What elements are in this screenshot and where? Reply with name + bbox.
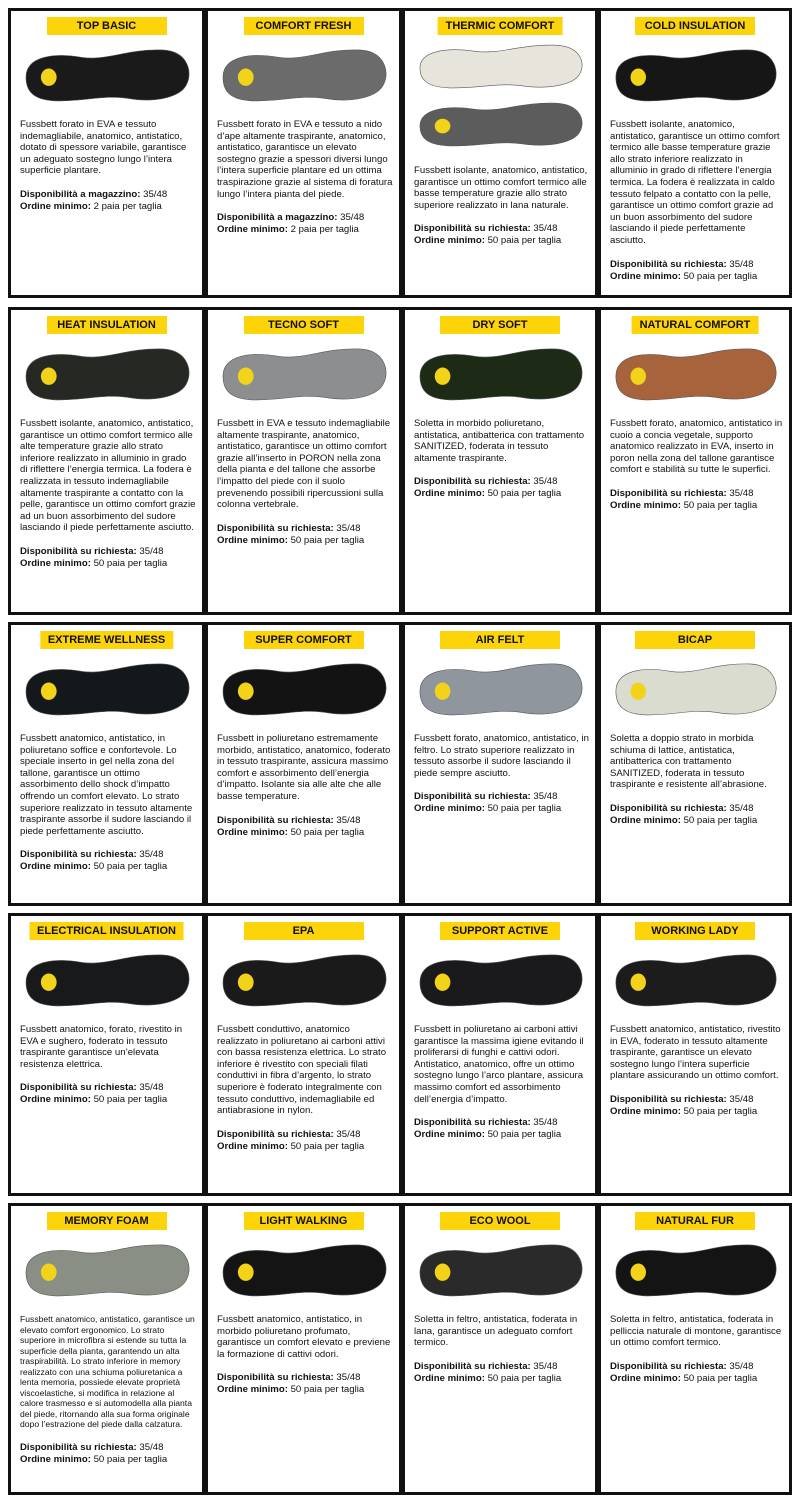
insole-image	[19, 1240, 194, 1302]
brand-logo-icon	[435, 683, 451, 700]
minimum-order-value: 50 paia per taglia	[487, 1373, 562, 1384]
availability-line	[217, 1372, 393, 1384]
brand-logo-icon	[41, 974, 57, 991]
minimum-order-line	[414, 803, 589, 815]
product-description: Fussbett forato in EVA e tessuto a nido d’ape altamente traspirante, anatomico, antistatico, garantisce un elevato sostegno grazie a spessori diversi lungo l’intera superficie plantare ed un ottima traspirazione grazie al sistema di foratura lungo l’intera pianta del piede.	[217, 119, 393, 200]
product-description: Fussbett in poliuretano ai carboni attivi garantisce la massima igiene evitando il proliferarsi di funghi e cattivi odori. Antistatico, anatomico, offre un ottimo sostegno lungo l’arco plantare, assicura massimo comfort ed assorbimento dell’energia d’impatto.	[414, 1024, 584, 1105]
minimum-order-label: Ordine minimo:	[20, 1454, 91, 1465]
availability-line	[414, 1361, 589, 1373]
product-description: Fussbett isolante, anatomico, antistatico, garantisce un ottimo comfort termico alle basse temperature grazie allo strato superiore realizzato in lana naturale.	[414, 165, 588, 211]
availability-line	[20, 1082, 196, 1094]
product-description: Fussbett forato, anatomico, antistatico, in feltro. Lo strato superiore realizzato in tessuto assorbe il sudore lasciando il piede sempre asciutto.	[414, 733, 589, 779]
brand-logo-icon	[238, 1264, 254, 1281]
minimum-order-value: 50 paia per taglia	[683, 271, 758, 282]
product-description: Fussbett conduttivo, anatomico realizzato in poliuretano ai carboni attivi con bassa resistenza elettrica. Lo strato inferiore è rivestito con speciali filati conduttivi in fibra d’argento, lo strato superiore è foderato integralmente con tessuto conduttivo, indemagliabile ed antiabrasione in nylon.	[217, 1024, 387, 1117]
brand-logo-icon	[41, 368, 57, 385]
product-description: Fussbett isolante, anatomico, antistatico, garantisce un ottimo comfort termico alle alte temperature grazie allo strato inferiore realizzato in alluminio in grado di riflettere l’energia termica. La fodera è realizzata in tessuto indemagliabile altamente traspirante a contatto con la pelle, garantisce un ottimo comfort grazie ad un buon assorbimento del sudore lasciando il piede perfettamente asciutto.	[20, 418, 196, 534]
availability-label: Disponibilità su richiesta:	[20, 1082, 137, 1093]
minimum-order-label: Ordine minimo:	[414, 235, 485, 246]
insole-image	[19, 950, 194, 1012]
insole-image	[19, 45, 194, 107]
availability-value: 35/48	[533, 223, 558, 234]
product-card	[205, 622, 402, 906]
availability-value: 35/48	[729, 1361, 754, 1372]
availability-value: 35/48	[139, 849, 164, 860]
availability-line	[414, 791, 589, 803]
minimum-order-label: Ordine minimo:	[610, 1106, 681, 1117]
product-card	[598, 1203, 792, 1495]
availability-line	[610, 1094, 783, 1106]
product-card	[205, 307, 402, 615]
minimum-order-line	[414, 235, 589, 247]
minimum-order-value: 50 paia per taglia	[683, 500, 758, 511]
minimum-order-label: Ordine minimo:	[414, 1373, 485, 1384]
availability-line	[217, 1129, 393, 1141]
product-title: BICAP	[635, 631, 755, 649]
availability-label: Disponibilità a magazzino:	[20, 189, 141, 200]
availability-line	[610, 259, 783, 271]
minimum-order-value: 50 paia per taglia	[683, 1106, 758, 1117]
product-card	[402, 1203, 598, 1495]
insole-image	[413, 950, 587, 1012]
minimum-order-value: 2 paia per taglia	[93, 201, 162, 212]
insole-view	[413, 659, 587, 726]
minimum-order-line	[610, 1373, 783, 1385]
insole-image	[216, 1240, 391, 1302]
minimum-order-label: Ordine minimo:	[414, 1129, 485, 1140]
minimum-order-value: 50 paia per taglia	[487, 235, 562, 246]
insole-view	[609, 1240, 781, 1307]
minimum-order-label: Ordine minimo:	[610, 815, 681, 826]
minimum-order-line	[20, 201, 196, 213]
minimum-order-label: Ordine minimo:	[217, 1384, 288, 1395]
insole-view	[216, 1240, 391, 1307]
product-title: MEMORY FOAM	[47, 1212, 167, 1230]
minimum-order-line	[414, 1129, 589, 1141]
insole-view	[216, 344, 391, 411]
minimum-order-line	[414, 488, 589, 500]
product-title: ELECTRICAL INSULATION	[29, 922, 184, 940]
product-title: NATURAL FUR	[635, 1212, 755, 1230]
availability-label: Disponibilità su richiesta:	[610, 259, 727, 270]
brand-logo-icon	[435, 119, 451, 134]
insole-image	[609, 1240, 781, 1302]
availability-label: Disponibilità su richiesta:	[610, 1361, 727, 1372]
availability-value: 35/48	[533, 1117, 558, 1128]
minimum-order-label: Ordine minimo:	[414, 488, 485, 499]
availability-line	[20, 1442, 196, 1454]
minimum-order-value: 50 paia per taglia	[487, 803, 562, 814]
product-card	[598, 8, 792, 298]
product-description: Fussbett anatomico, antistatico, rivestito in EVA, foderato in tessuto altamente traspirante, garantisce un elevato sostegno lungo l’intera superficie plantare assicurando un ottimo comfort.	[610, 1024, 781, 1082]
minimum-order-line	[217, 224, 393, 236]
brand-logo-icon	[631, 683, 646, 700]
availability-value: 35/48	[336, 1372, 361, 1383]
availability-label: Disponibilità su richiesta:	[20, 849, 137, 860]
minimum-order-value: 50 paia per taglia	[93, 861, 168, 872]
minimum-order-value: 50 paia per taglia	[93, 1094, 168, 1105]
minimum-order-value: 50 paia per taglia	[93, 558, 168, 569]
product-card	[8, 913, 205, 1196]
insole-view	[19, 659, 194, 726]
insole-image	[413, 41, 587, 93]
availability-label: Disponibilità su richiesta:	[217, 1129, 334, 1140]
brand-logo-icon	[238, 69, 254, 86]
minimum-order-line	[414, 1373, 589, 1385]
product-card	[205, 8, 402, 298]
product-card	[8, 622, 205, 906]
minimum-order-value: 50 paia per taglia	[487, 488, 562, 499]
minimum-order-value: 2 paia per taglia	[290, 224, 359, 235]
brand-logo-icon	[435, 368, 451, 385]
product-description: Fussbett anatomico, antistatico, garantisce un elevato comfort ergonomico. Lo strato superiore in microfibra si estende su tutta la superficie della pianta, garantendo un alta traspirabilità. Lo strato inferiore in memory realizzato con una schiuma poliuretanica a lenta memoria, possiede elevate proprietà viscoelastiche, si modifica in relazione al calore trasmesso e si automodella alla pianta del piede, ritornando alla sua forma originale dopo l’estrazione del piede dalla calzatura.	[20, 1314, 195, 1429]
product-description: Fussbett anatomico, antistatico, in morbido poliuretano profumato, garantisce un comfort elevato e previene la formazione di cattivi odori.	[217, 1314, 391, 1360]
minimum-order-label: Ordine minimo:	[610, 1373, 681, 1384]
minimum-order-line	[20, 1094, 196, 1106]
product-card	[402, 913, 598, 1196]
insole-image	[19, 344, 194, 406]
availability-value: 35/48	[336, 1129, 361, 1140]
minimum-order-line	[610, 500, 783, 512]
product-title: THERMIC COMFORT	[438, 17, 563, 35]
product-title: LIGHT WALKING	[244, 1212, 364, 1230]
insole-view	[413, 950, 587, 1017]
insole-view	[19, 344, 194, 411]
insole-image	[216, 45, 391, 107]
minimum-order-value: 50 paia per taglia	[290, 535, 365, 546]
product-description: Soletta in feltro, antistatica, foderata in pelliccia naturale di montone, garantisce un ottimo comfort termico.	[610, 1314, 782, 1349]
insole-view	[19, 45, 194, 112]
availability-label: Disponibilità su richiesta:	[414, 791, 531, 802]
minimum-order-line	[610, 271, 783, 283]
availability-value: 35/48	[533, 791, 558, 802]
availability-value: 35/48	[336, 523, 361, 534]
insole-image	[413, 659, 587, 721]
minimum-order-value: 50 paia per taglia	[487, 1129, 562, 1140]
availability-label: Disponibilità su richiesta:	[217, 815, 334, 826]
availability-line	[414, 476, 589, 488]
minimum-order-line	[217, 1141, 393, 1153]
brand-logo-icon	[435, 1264, 451, 1281]
product-description: Fussbett anatomico, antistatico, in poliuretano soffice e confortevole. Lo speciale inserto in gel nella zona del tallone, garantisce un ottimo assorbimento dello shock d’impatto offrendo un comfort elevato. Lo strato superiore realizzato in tessuto altamente traspirante assorbe il sudore lasciando il piede perfettamente asciutto.	[20, 733, 193, 837]
availability-value: 35/48	[729, 803, 754, 814]
insole-image	[216, 344, 391, 406]
minimum-order-line	[20, 558, 196, 570]
availability-value: 35/48	[340, 212, 365, 223]
insole-view	[216, 659, 391, 726]
minimum-order-label: Ordine minimo:	[217, 827, 288, 838]
insole-view	[413, 344, 587, 411]
insole-image	[609, 45, 781, 107]
product-card	[598, 307, 792, 615]
brand-logo-icon	[631, 974, 646, 991]
product-title: COLD INSULATION	[635, 17, 755, 35]
availability-label: Disponibilità a magazzino:	[217, 212, 338, 223]
availability-line	[20, 189, 196, 201]
availability-value: 35/48	[729, 1094, 754, 1105]
minimum-order-label: Ordine minimo:	[217, 1141, 288, 1152]
product-card	[402, 307, 598, 615]
minimum-order-label: Ordine minimo:	[20, 201, 91, 212]
availability-label: Disponibilità su richiesta:	[414, 476, 531, 487]
availability-line	[20, 546, 196, 558]
availability-line	[610, 488, 783, 500]
availability-label: Disponibilità su richiesta:	[217, 523, 334, 534]
product-title: SUPPORT ACTIVE	[440, 922, 560, 940]
minimum-order-label: Ordine minimo:	[610, 271, 681, 282]
product-card	[402, 622, 598, 906]
brand-logo-icon	[238, 683, 254, 700]
minimum-order-value: 50 paia per taglia	[683, 815, 758, 826]
product-card	[205, 913, 402, 1196]
product-card	[8, 8, 205, 298]
availability-value: 35/48	[139, 546, 164, 557]
product-description: Fussbett in EVA e tessuto indemagliabile altamente traspirante, anatomico, antistatico, garantisce un ottimo comfort grazie all’inserto in PORON nella zona della pianta e del tallone che assorbe l’impatto del piede con il suolo prevenendo possibili ripercussioni sulla colonna vertebrale.	[217, 418, 391, 511]
insole-image	[216, 950, 391, 1012]
insole-view	[216, 950, 391, 1017]
brand-logo-icon	[631, 69, 646, 86]
insole-image	[609, 659, 781, 721]
availability-line	[217, 815, 393, 827]
minimum-order-line	[217, 535, 393, 547]
availability-label: Disponibilità su richiesta:	[217, 1372, 334, 1383]
product-title: SUPER COMFORT	[244, 631, 364, 649]
product-description: Fussbett anatomico, forato, rivestito in EVA e sughero, foderato in tessuto traspirante garantisce un’elevata resistenza elettrica.	[20, 1024, 183, 1070]
product-description: Fussbett forato, anatomico, antistatico in cuoio a concia vegetale, supporto anatomico realizzato in EVA, inserto in poron nella zona del tallone garantisce comfort e stabilità su tutte le superfici.	[610, 418, 783, 476]
availability-label: Disponibilità su richiesta:	[414, 1361, 531, 1372]
product-description: Soletta in morbido poliuretano, antistatica, antibatterica con trattamento SANITIZED, foderata in tessuto altamente traspirante.	[414, 418, 585, 464]
availability-label: Disponibilità su richiesta:	[20, 546, 137, 557]
insole-image	[19, 659, 194, 721]
product-title: HEAT INSULATION	[47, 316, 167, 334]
availability-value: 35/48	[729, 488, 754, 499]
insole-view	[216, 45, 391, 112]
availability-label: Disponibilità su richiesta:	[414, 223, 531, 234]
product-card	[598, 622, 792, 906]
insole-view	[19, 1240, 194, 1307]
insole-image	[413, 99, 587, 151]
product-title: ECO WOOL	[440, 1212, 560, 1230]
availability-line	[217, 523, 393, 535]
insole-bottom-view	[413, 99, 587, 156]
availability-value: 35/48	[729, 259, 754, 270]
product-title: COMFORT FRESH	[244, 17, 364, 35]
minimum-order-value: 50 paia per taglia	[290, 1384, 365, 1395]
minimum-order-line	[610, 1106, 783, 1118]
availability-value: 35/48	[336, 815, 361, 826]
product-title: AIR FELT	[440, 631, 560, 649]
product-card	[402, 8, 598, 298]
minimum-order-label: Ordine minimo:	[20, 558, 91, 569]
minimum-order-label: Ordine minimo:	[20, 861, 91, 872]
insole-view	[609, 659, 781, 726]
insole-view	[609, 344, 781, 411]
product-title: TOP BASIC	[47, 17, 167, 35]
brand-logo-icon	[435, 974, 451, 991]
minimum-order-label: Ordine minimo:	[414, 803, 485, 814]
minimum-order-value: 50 paia per taglia	[93, 1454, 168, 1465]
brand-logo-icon	[41, 683, 57, 700]
product-title: WORKING LADY	[635, 922, 755, 940]
product-description: Soletta in feltro, antistatica, foderata in lana, garantisce un adeguato comfort termico.	[414, 1314, 578, 1349]
availability-value: 35/48	[139, 1082, 164, 1093]
minimum-order-line	[20, 861, 196, 873]
availability-line	[217, 212, 393, 224]
product-card	[598, 913, 792, 1196]
availability-line	[20, 849, 196, 861]
brand-logo-icon	[631, 1264, 646, 1281]
availability-label: Disponibilità su richiesta:	[20, 1442, 137, 1453]
availability-line	[414, 223, 589, 235]
brand-logo-icon	[238, 368, 254, 385]
insole-image	[609, 344, 781, 406]
minimum-order-label: Ordine minimo:	[217, 535, 288, 546]
insole-image	[413, 344, 587, 406]
availability-value: 35/48	[143, 189, 168, 200]
availability-label: Disponibilità su richiesta:	[414, 1117, 531, 1128]
product-title: TECNO SOFT	[244, 316, 364, 334]
availability-label: Disponibilità su richiesta:	[610, 1094, 727, 1105]
availability-label: Disponibilità su richiesta:	[610, 803, 727, 814]
availability-value: 35/48	[533, 476, 558, 487]
insole-image	[609, 950, 781, 1012]
insole-view	[609, 950, 781, 1017]
product-card	[8, 307, 205, 615]
minimum-order-label: Ordine minimo:	[217, 224, 288, 235]
brand-logo-icon	[41, 1264, 57, 1281]
availability-label: Disponibilità su richiesta:	[610, 488, 727, 499]
product-title: NATURAL COMFORT	[632, 316, 759, 334]
minimum-order-value: 50 paia per taglia	[290, 1141, 365, 1152]
minimum-order-line	[217, 1384, 393, 1396]
insole-view	[609, 45, 781, 112]
minimum-order-value: 50 paia per taglia	[683, 1373, 758, 1384]
availability-line	[414, 1117, 589, 1129]
insole-view	[413, 1240, 587, 1307]
product-title: DRY SOFT	[440, 316, 560, 334]
insole-top-view	[413, 41, 587, 98]
product-description: Soletta a doppio strato in morbida schiuma di lattice, antistatica, antibatterica con trattamento SANITIZED, foderata in tessuto traspirante e resistente all’abrasione.	[610, 733, 767, 791]
product-card	[8, 1203, 205, 1495]
insole-image	[413, 1240, 587, 1302]
brand-logo-icon	[238, 974, 254, 991]
product-title: EPA	[244, 922, 364, 940]
insole-view	[19, 950, 194, 1017]
availability-line	[610, 803, 783, 815]
product-description: Fussbett isolante, anatomico, antistatico, garantisce un ottimo comfort termico alle basse temperature grazie allo strato inferiore realizzato in alluminio in grado di riflettere l’energia termica. La fodera è realizzata in caldo tessuto felpato a contatto con la pelle, garantisce un ottimo comfort grazie ad un buon assorbimento del sudore lasciando il piede perfettamente asciutto.	[610, 119, 780, 246]
minimum-order-label: Ordine minimo:	[610, 500, 681, 511]
product-description: Fussbett forato in EVA e tessuto indemagliabile, anatomico, antistatico, dotato di spessore variabile, garantisce un adeguato sostegno lungo l’intera superficie plantare.	[20, 119, 187, 177]
product-card	[205, 1203, 402, 1495]
availability-value: 35/48	[139, 1442, 164, 1453]
availability-value: 35/48	[533, 1361, 558, 1372]
minimum-order-line	[610, 815, 783, 827]
product-description: Fussbett in poliuretano estremamente morbido, antistatico, anatomico, foderato in tessuto traspirante, assicura massimo comfort e assorbimento dell’energia d’impatto. Isolante sia alle alte che alle basse temperature.	[217, 733, 391, 802]
brand-logo-icon	[41, 69, 57, 86]
availability-line	[610, 1361, 783, 1373]
minimum-order-line	[217, 827, 393, 839]
brand-logo-icon	[631, 368, 646, 385]
minimum-order-value: 50 paia per taglia	[290, 827, 365, 838]
product-title: EXTREME WELLNESS	[40, 631, 173, 649]
insole-image	[216, 659, 391, 721]
minimum-order-line	[20, 1454, 196, 1466]
minimum-order-label: Ordine minimo:	[20, 1094, 91, 1105]
